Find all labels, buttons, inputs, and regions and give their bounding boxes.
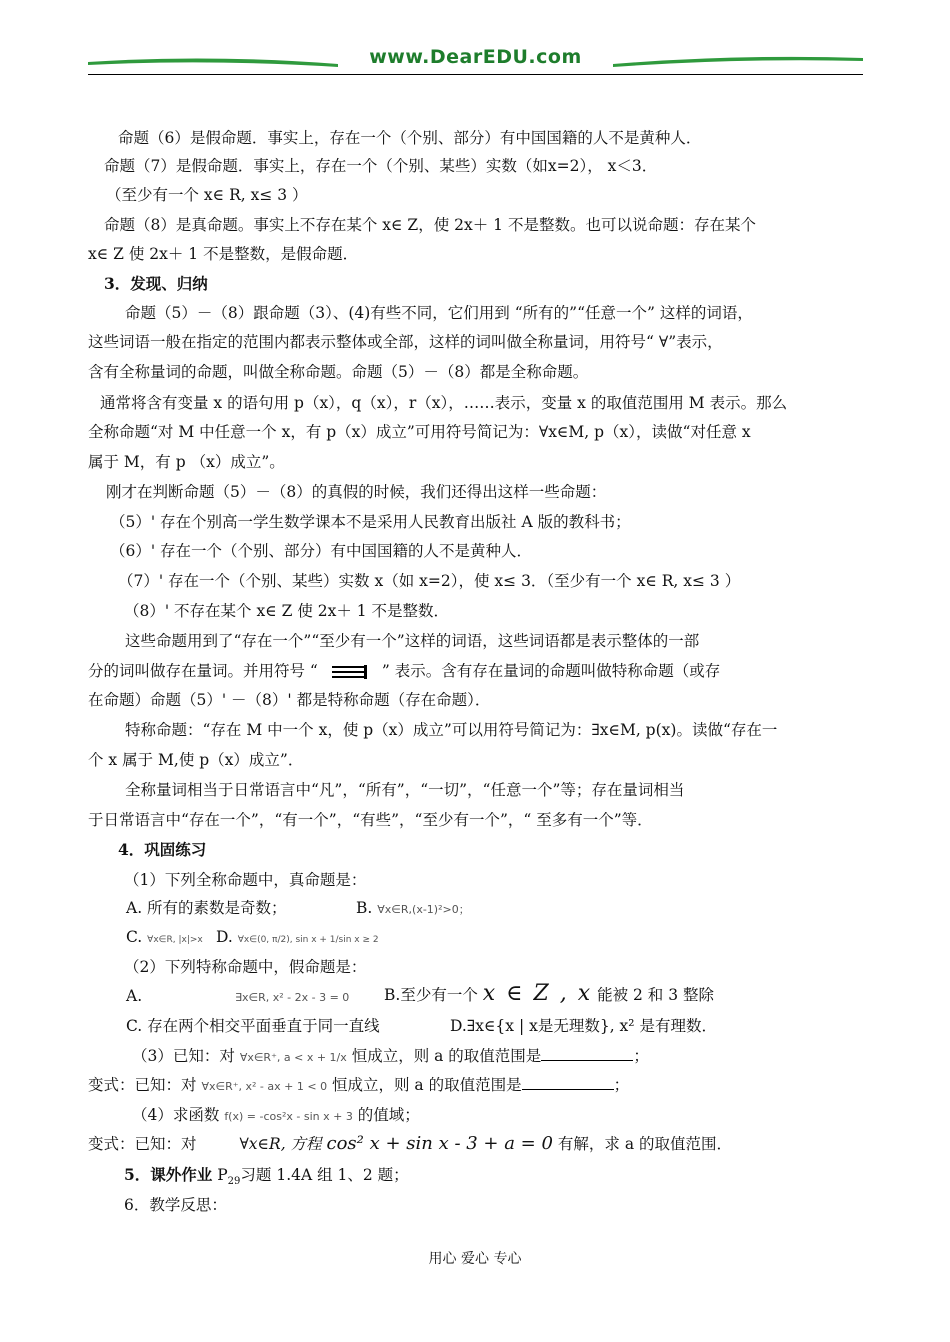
para-l13: （5）' 存在个别高一学生数学课本不是采用人民教育出版社 A 版的教科书； — [110, 513, 631, 531]
site-logo[interactable]: www.DearEDU.com — [369, 46, 582, 68]
variant-3-start: 变式：已知：对 — [88, 1076, 197, 1094]
variant-4 — [88, 1134, 868, 1154]
heading-3: 3．发现、归纳 — [104, 274, 208, 293]
variant-4-end: 有解，求 a 的取值范围． — [557, 1135, 732, 1153]
q1-option-c — [126, 927, 226, 950]
para-l3: （至少有一个 x∈ R, x≤ 3 ） — [106, 186, 308, 204]
q2-option-c: C. 存在两个相交平面垂直于同一直线 — [126, 1017, 380, 1035]
para-l20: 特称命题：“存在 M 中一个 x，使 p（x）成立”可以用符号简记为：∃x∈M, p(x)。读做“存在一 — [125, 721, 778, 739]
page-footer: 用心 爱心 专心 — [428, 1251, 522, 1267]
question-3-end: 恒成立，则 a 的取值范围是 — [351, 1047, 542, 1065]
q2-option-d: D.∃x∈{x | x是无理数}, x² 是有理数． — [450, 1017, 717, 1035]
para-l6: 命题（5）－（8）跟命题（3）、(4)有些不同，它们用到 “所有的”“任意一个” 这样的词语， — [125, 304, 753, 322]
question-4-end: 的值域； — [357, 1106, 420, 1124]
question-2: （2）下列特称命题中，假命题是： — [124, 958, 367, 976]
q2-option-b-label: B.至少有一个 — [384, 986, 478, 1004]
q2-option-a-formula: ∃x∈R, x² - 2x - 3 = 0 — [235, 991, 350, 1004]
para-l8: 含有全称量词的命题，叫做全称命题。命题（5）－（8）都是全称命题。 — [88, 363, 589, 381]
heading-5-text: 习题 1.4A 组 1、2 题； — [240, 1166, 409, 1184]
para-l23: 于日常语言中“存在一个”，“有一个”，“有些”，“至少有一个”，“ 至多有一个”等． — [88, 811, 653, 829]
header-rule — [88, 74, 863, 75]
para-l17: 这些命题用到了“存在一个”“至少有一个”这样的词语，这些词语都是表示整体的一部 — [125, 632, 700, 650]
heading-5-page-p: P — [217, 1166, 228, 1184]
para-l4: 命题（8）是真命题。事实上不存在某个 x∈ Z，使 2x＋ 1 不是整数。也可以说命题：存在某个 — [104, 216, 756, 234]
variant-4-formula-2: cos² x + sin x - 3 + a = 0 — [326, 1133, 553, 1154]
para-l2: 命题（7）是假命题．事实上，存在一个（个别、某些）实数（如x=2）， x＜3． — [104, 157, 658, 175]
q2-option-b-formula: x ∈ Z , x — [482, 981, 593, 1006]
v3-answer-blank[interactable] — [522, 1075, 614, 1090]
q1-option-c-formula: ∀x∈R, |x|>x — [147, 935, 203, 945]
para-l5: x∈ Z 使 2x＋ 1 不是整数，是假命题． — [88, 245, 359, 263]
q2-option-b-tail: 能被 2 和 3 整除 — [597, 986, 714, 1004]
q1-option-b — [356, 898, 556, 920]
variant-3-end: 恒成立，则 a 的取值范围是 — [332, 1076, 522, 1094]
q2-option-a — [126, 986, 376, 1008]
q2-option-b — [384, 981, 824, 1006]
q3-answer-blank[interactable] — [541, 1046, 633, 1061]
q1-option-d-formula: ∀x∈(0, π/2), sin x + 1/sin x ≥ 2 — [237, 935, 379, 945]
exists-symbol-icon — [318, 665, 382, 679]
heading-5 — [124, 1165, 904, 1192]
q1-option-b-label: B. — [356, 899, 373, 917]
para-l18-end: ” 表示。含有存在量词的命题叫做特称命题（或存 — [381, 662, 721, 680]
para-l15: （7）' 存在一个（个别、某些）实数 x（如 x=2），使 x≤ 3．（至少有一个 x∈ R, x≤ 3 ） — [118, 572, 741, 590]
para-l16: （8）' 不存在某个 x∈ Z 使 2x＋ 1 不是整数． — [124, 602, 450, 620]
heading-4: 4．巩固练习 — [118, 840, 207, 859]
para-l19: 在命题）命题（5）' －（8）' 都是特称命题（存在命题）． — [88, 691, 491, 709]
para-l11: 属于 M，有 p （x）成立”。 — [88, 453, 285, 471]
q1-option-d — [216, 927, 516, 950]
para-l22: 全称量词相当于日常语言中“凡”，“所有”，“一切”，“任意一个”等；存在量词相当 — [125, 781, 685, 799]
question-3 — [132, 1046, 912, 1068]
para-l14: （6）' 存在一个（个别、部分）有中国国籍的人不是黄种人． — [110, 542, 533, 560]
para-l7: 这些词语一般在指定的范围内都表示整体或全部，这样的词叫做全称量词，用符号“ ∀”表示， — [88, 333, 723, 351]
variant-3-semicolon: ； — [613, 1076, 630, 1094]
heading-6: 6．教学反思： — [124, 1196, 227, 1214]
para-l18-start: 分的词叫做存在量词。并用符号 “ — [88, 662, 318, 680]
heading-5-label: 5．课外作业 — [124, 1165, 213, 1184]
variant-3-formula: ∀x∈R⁺, x² - ax + 1 < 0 — [201, 1080, 328, 1093]
q1-option-b-formula: ∀x∈R,(x-1)²>0； — [377, 903, 470, 916]
question-3-semicolon: ； — [633, 1047, 649, 1065]
question-3-formula: ∀x∈R⁺, a < x + 1/x — [239, 1051, 347, 1064]
question-1: （1）下列全称命题中，真命题是： — [124, 871, 367, 889]
q1-option-d-label: D. — [216, 928, 233, 946]
variant-4-formula-1: ∀x∈R, 方程 — [239, 1135, 322, 1153]
q1-option-a: A. 所有的素数是奇数； — [126, 899, 287, 917]
question-4-start: （4）求函数 — [132, 1106, 220, 1124]
heading-5-page-number: 29 — [227, 1176, 241, 1188]
question-4 — [132, 1105, 912, 1127]
q2-option-a-label: A. — [126, 987, 143, 1005]
variant-3 — [88, 1075, 868, 1097]
page-header — [88, 40, 863, 80]
para-l1: 命题（6）是假命题．事实上，存在一个（个别、部分）有中国国籍的人不是黄种人． — [118, 129, 702, 147]
variant-4-start: 变式：已知：对 — [88, 1135, 197, 1153]
para-l18 — [88, 661, 868, 681]
para-l12: 刚才在判断命题（5）－（8）的真假的时候，我们还得出这样一些命题： — [106, 483, 607, 501]
para-l21: 个 x 属于 M,使 p（x）成立”． — [88, 751, 304, 769]
q1-option-c-label: C. — [126, 928, 143, 946]
question-3-start: （3）已知：对 — [132, 1047, 235, 1065]
question-4-formula: f(x) = -cos²x - sin x + 3 — [224, 1110, 353, 1123]
para-l9: 通常将含有变量 x 的语句用 p（x），q（x），r（x），……表示，变量 x 的取值范围用 M 表示。那么 — [100, 394, 788, 412]
para-l10: 全称命题“对 M 中任意一个 x，有 p（x）成立”可用符号简记为：∀x∈M, p（x），读做“对任意 x — [88, 423, 751, 441]
